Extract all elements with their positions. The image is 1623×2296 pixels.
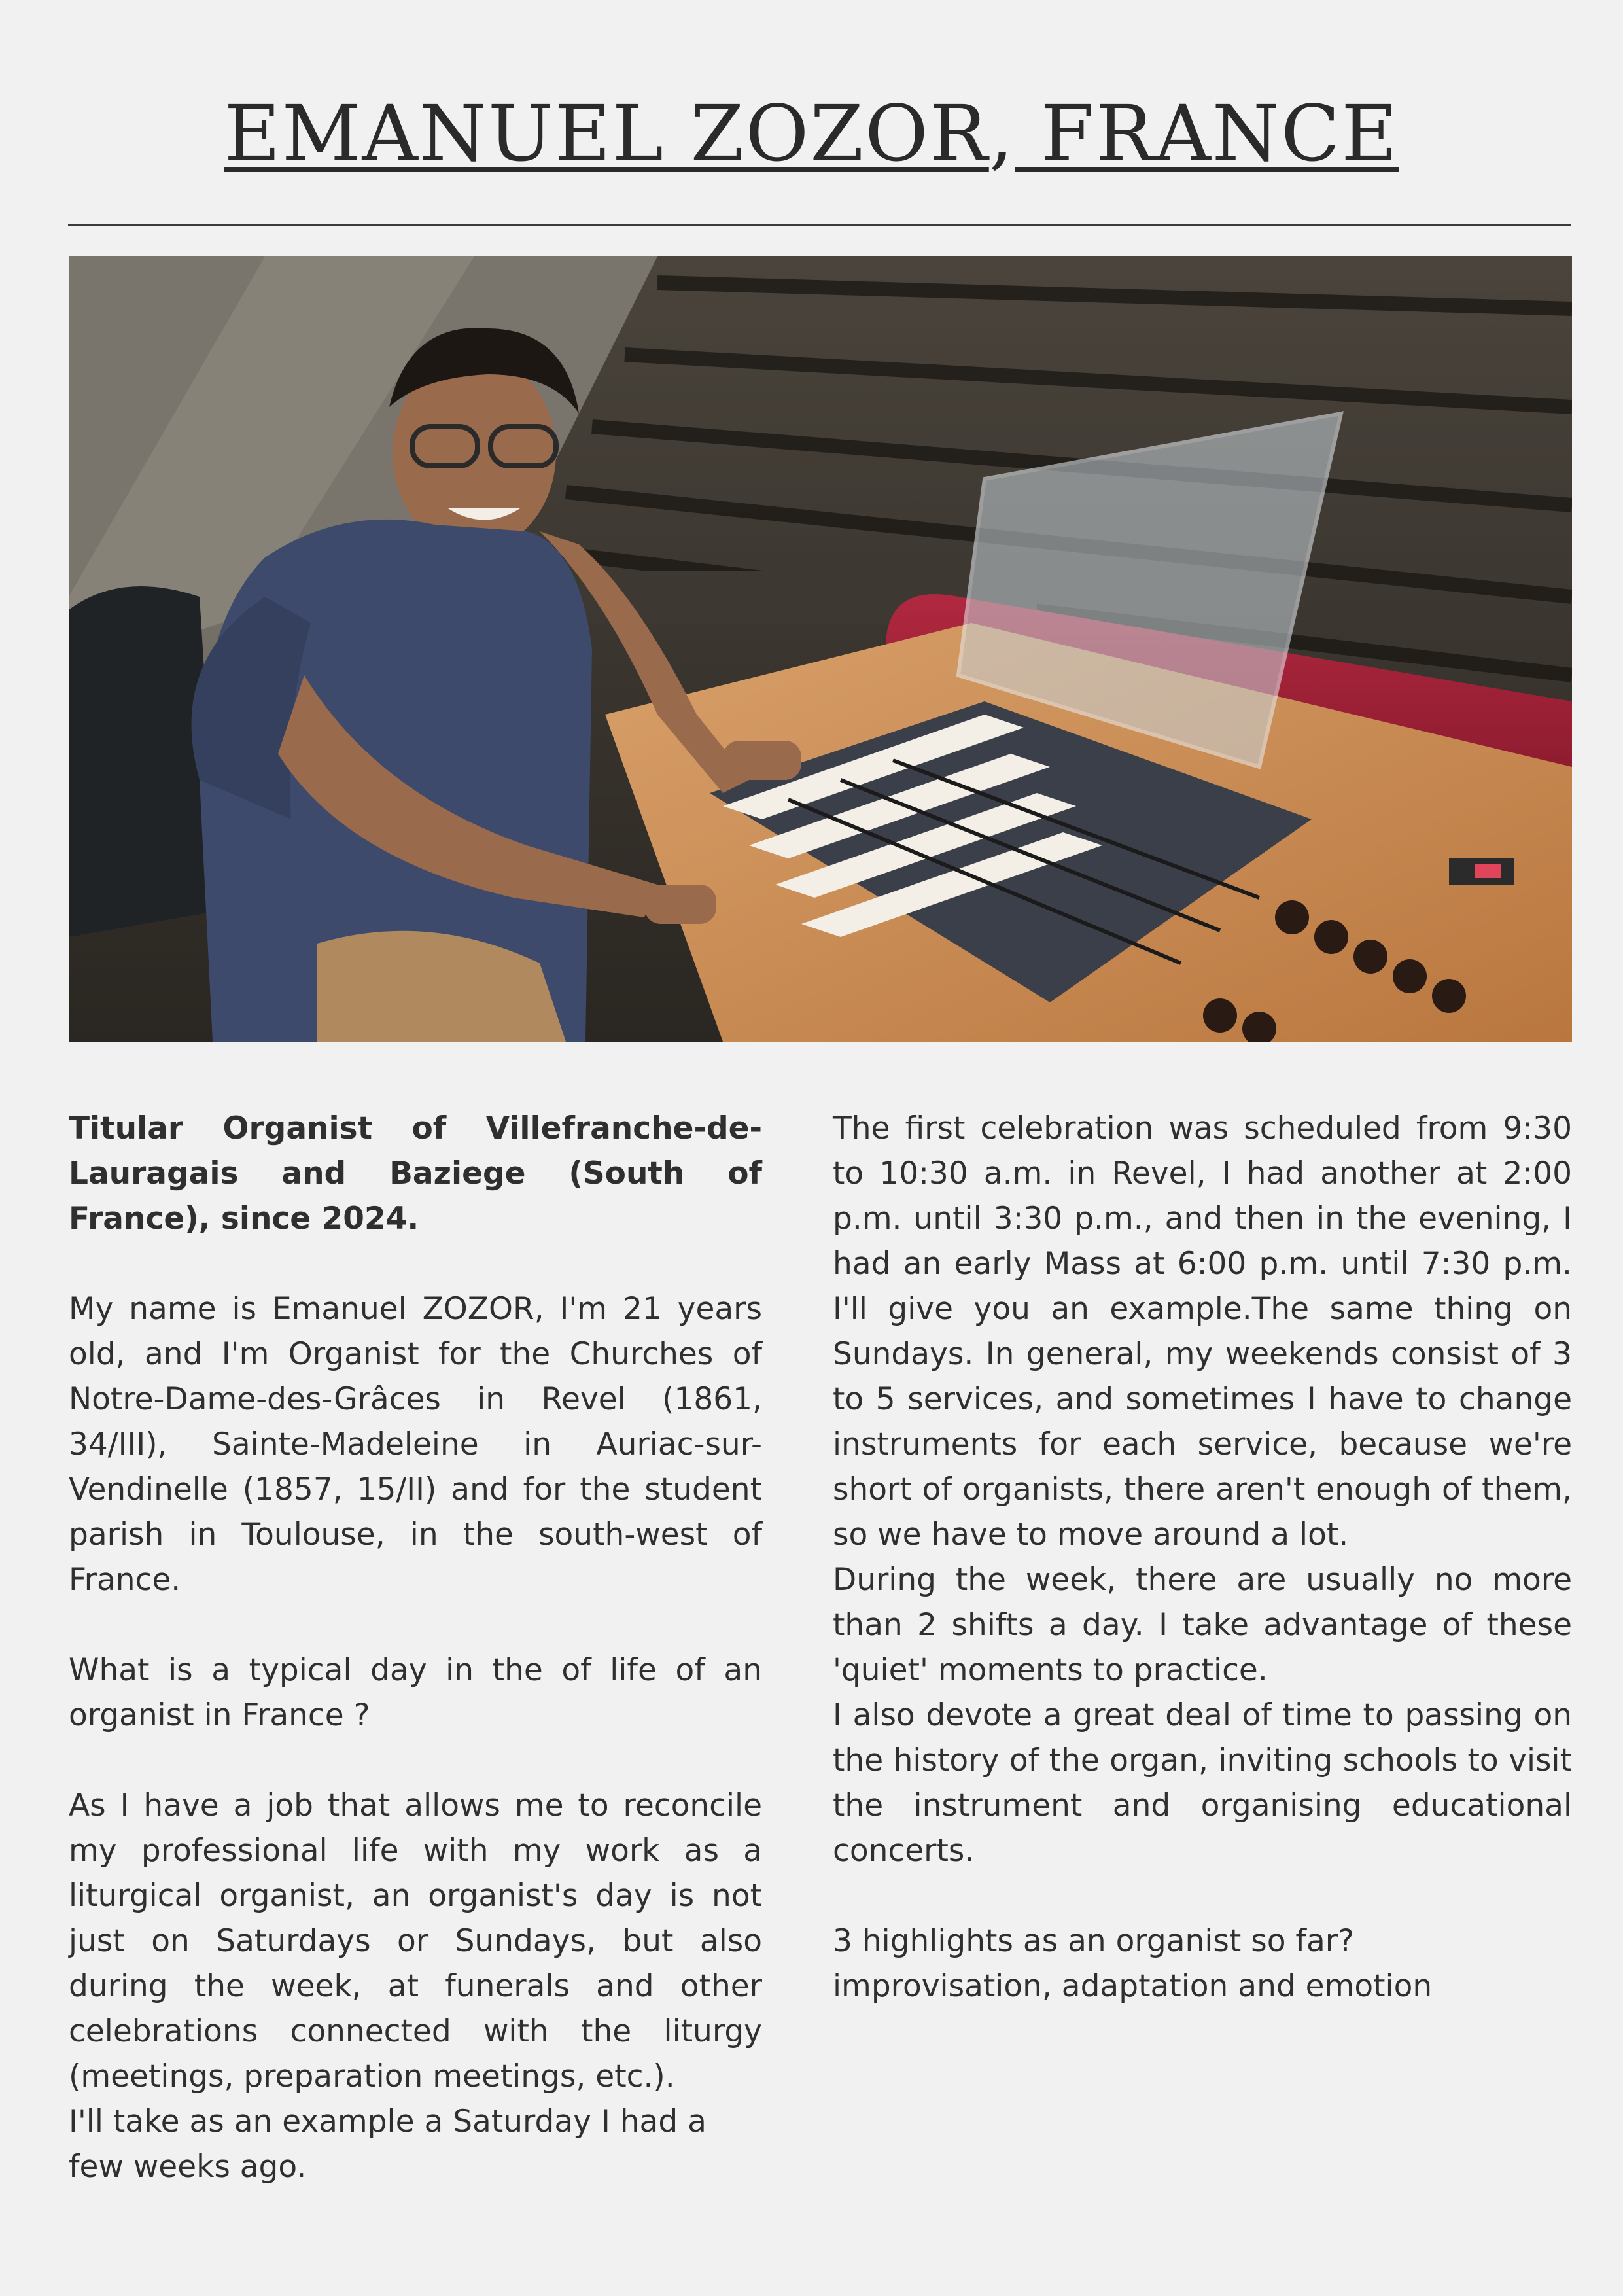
title-country: FRANCE — [1015, 88, 1399, 179]
spacer — [69, 1241, 762, 1286]
left-column — [69, 1106, 762, 2189]
intro-statement: Titular Organist of Villefranche-de-Lauragais and Baziege (South of France), since 2024. — [69, 1110, 762, 1237]
example-paragraph: I'll take as an example a Saturday I had a few weeks ago. — [69, 2104, 707, 2185]
spacer — [69, 1602, 762, 1648]
weekday-paragraph: During the week, there are usually no more than 2 shifts a day. I take advantage of these 'quiet' moments to practice. — [833, 1562, 1572, 1688]
education-paragraph: I also devote a great deal of time to passing on the history of the organ, inviting schools to visit the instrument and organising educational concerts. — [833, 1697, 1572, 1869]
page-title — [0, 88, 1623, 179]
schedule-paragraph: The first celebration was scheduled from 9:30 to 10:30 a.m. in Revel, I had another at 2:00 p.m. until 3:30 p.m., and then in the evening, I had an early Mass at 6:00 p.m. until 7:30 p.m. I'll give you an example.The same thing on Sundays. In general, my weekends consist of 3 to 5 services, and sometimes I have to change instruments for each service, because we're short of organists, there aren't enough of them, so we have to move around a lot. — [833, 1110, 1572, 1553]
organ-photo-illustration — [69, 256, 1572, 1042]
title-name: EMANUEL ZOZOR — [224, 88, 989, 179]
spacer — [69, 1738, 762, 1783]
title-divider — [68, 224, 1571, 226]
answer-highlights: improvisation, adaptation and emotion — [833, 1968, 1433, 2004]
question-typical-day: What is a typical day in the of life of an organist in France ? — [69, 1652, 762, 1733]
right-column — [833, 1106, 1572, 2009]
spacer — [833, 1873, 1572, 1918]
intro-paragraph: My name is Emanuel ZOZOR, I'm 21 years old, and I'm Organist for the Churches of Notre-Dame-des-Grâces in Revel (1861, 34/III), Sainte-Madeleine in Auriac-sur-Vendinelle (1857, 15/II) and for the student parish in Toulouse, in the south-west of France. — [69, 1291, 762, 1598]
organist-photo — [69, 256, 1572, 1042]
title-comma: , — [988, 88, 1015, 179]
question-highlights: 3 highlights as an organist so far? — [833, 1923, 1355, 1959]
answer-paragraph: As I have a job that allows me to reconcile my professional life with my work as a liturgical organist, an organist's day is not just on Saturdays or Sundays, but also during the week, at funerals and other celebrations connected with the liturgy (meetings, preparation meetings, etc.). — [69, 1788, 762, 2094]
